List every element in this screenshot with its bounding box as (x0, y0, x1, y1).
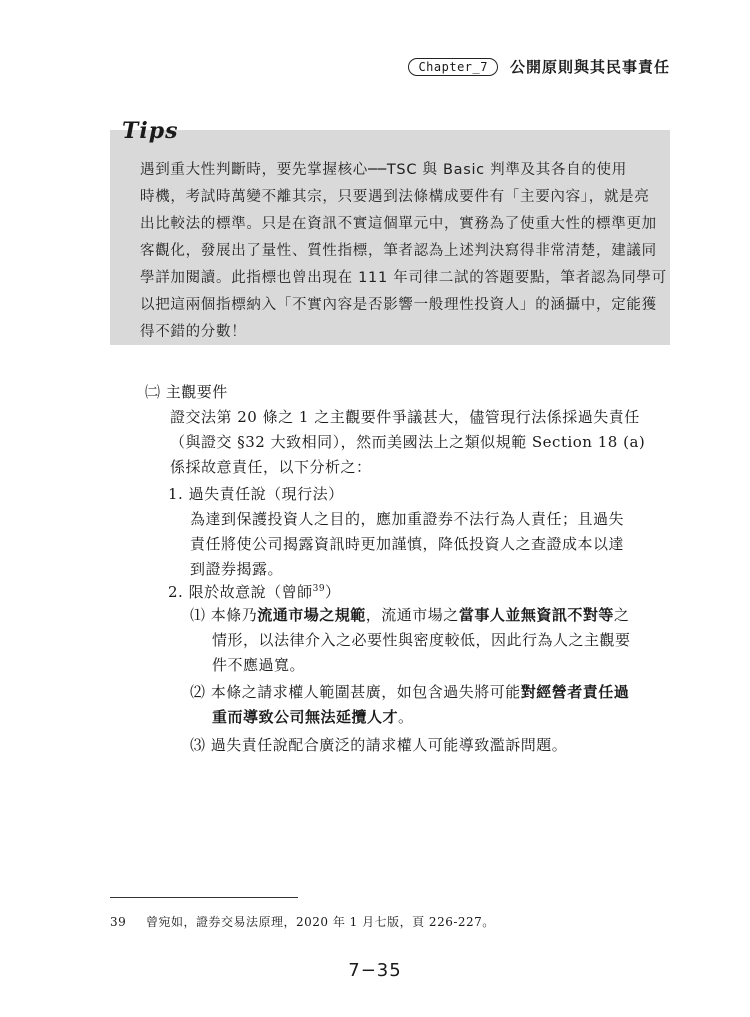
footnote-rule (110, 897, 298, 898)
footnote-number: 39 (110, 915, 127, 929)
item1-line: 為達到保護投資人之目的，應加重證券不法行為人責任；且過失 (190, 510, 625, 528)
footnote-ref: 39 (312, 584, 326, 594)
item1-line: 責任將使公司揭露資訊時更加謹慎，降低投資人之查證成本以達 (190, 535, 625, 553)
subitem-2 (190, 680, 629, 730)
footnote-text: 曾宛如，證券交易法原理，2020 年 1 月七版，頁 226-227。 (146, 915, 495, 929)
tips-line: 時機，考試時萬變不離其宗，只要遇到法條構成要件有「主要內容」，就是亮 (140, 189, 650, 205)
chapter-label: Chapter_7 (408, 58, 498, 76)
item2-title-text: 2. 限於故意說（曾師 (168, 583, 313, 601)
tips-label: Tips (122, 118, 179, 144)
item2-title-close: ） (325, 583, 341, 601)
subitem-2-line2: 重而導致公司無法延攬人才。 (212, 708, 414, 726)
tips-line: 得不錯的分數！ (140, 324, 247, 340)
intro-line: 證交法第 20 條之 1 之主觀要件爭議甚大，儘管現行法係採過失責任 (170, 408, 640, 426)
tips-line: 以把這兩個指標納入「不實內容是否影響一般理性投資人」的涵攝中，定能獲 (140, 297, 657, 313)
item2-title (168, 577, 341, 605)
tips-line: 客觀化，發展出了量性、質性指標，筆者認為上述判決寫得非常清楚，建議同 (140, 243, 657, 259)
subitem-1 (190, 603, 631, 678)
item1-body (190, 507, 624, 582)
subitem-1-line2: 情形，以法律介入之必要性與密度較低，因此行為人之主觀要 (212, 631, 631, 649)
page-number: 7−35 (348, 960, 402, 981)
subitem-2-line1: ⑵ 本條之請求權人範圍甚廣，如包含過失將可能對經營者責任過 (190, 683, 630, 701)
tips-line: 遇到重大性判斷時，要先掌握核心──TSC 與 Basic 判準及其各自的使用 (140, 162, 627, 178)
section-heading: ㈡ 主觀要件 (145, 383, 228, 401)
item1-title: 1. 過失責任說（現行法） (168, 485, 344, 503)
subitem-1-line1: ⑴ 本條乃流通市場之規範，流通市場之當事人並無資訊不對等之 (190, 606, 630, 624)
tips-text (140, 157, 670, 346)
subitem-1-line3: 件不應過寬。 (212, 656, 306, 674)
section-intro (170, 405, 645, 480)
subitem-3: ⑶ 過失責任說配合廣泛的請求權人可能導致濫訴問題。 (190, 736, 568, 754)
page-header (408, 56, 670, 77)
tips-line: 學詳加閱讀。此指標也曾出現在 111 年司律二試的答題要點，筆者認為同學可 (140, 270, 667, 286)
footnote (110, 913, 495, 930)
intro-line: （與證交 §32 大致相同），然而美國法上之類似規範 Section 18 (a) (170, 433, 646, 451)
tips-line: 出比較法的標準。只是在資訊不實這個單元中，實務為了使重大性的標準更加 (140, 216, 657, 232)
item1-line: 到證券揭露。 (190, 560, 284, 578)
intro-line: 係採故意責任，以下分析之： (170, 458, 372, 476)
chapter-title: 公開原則與其民事責任 (509, 58, 670, 76)
